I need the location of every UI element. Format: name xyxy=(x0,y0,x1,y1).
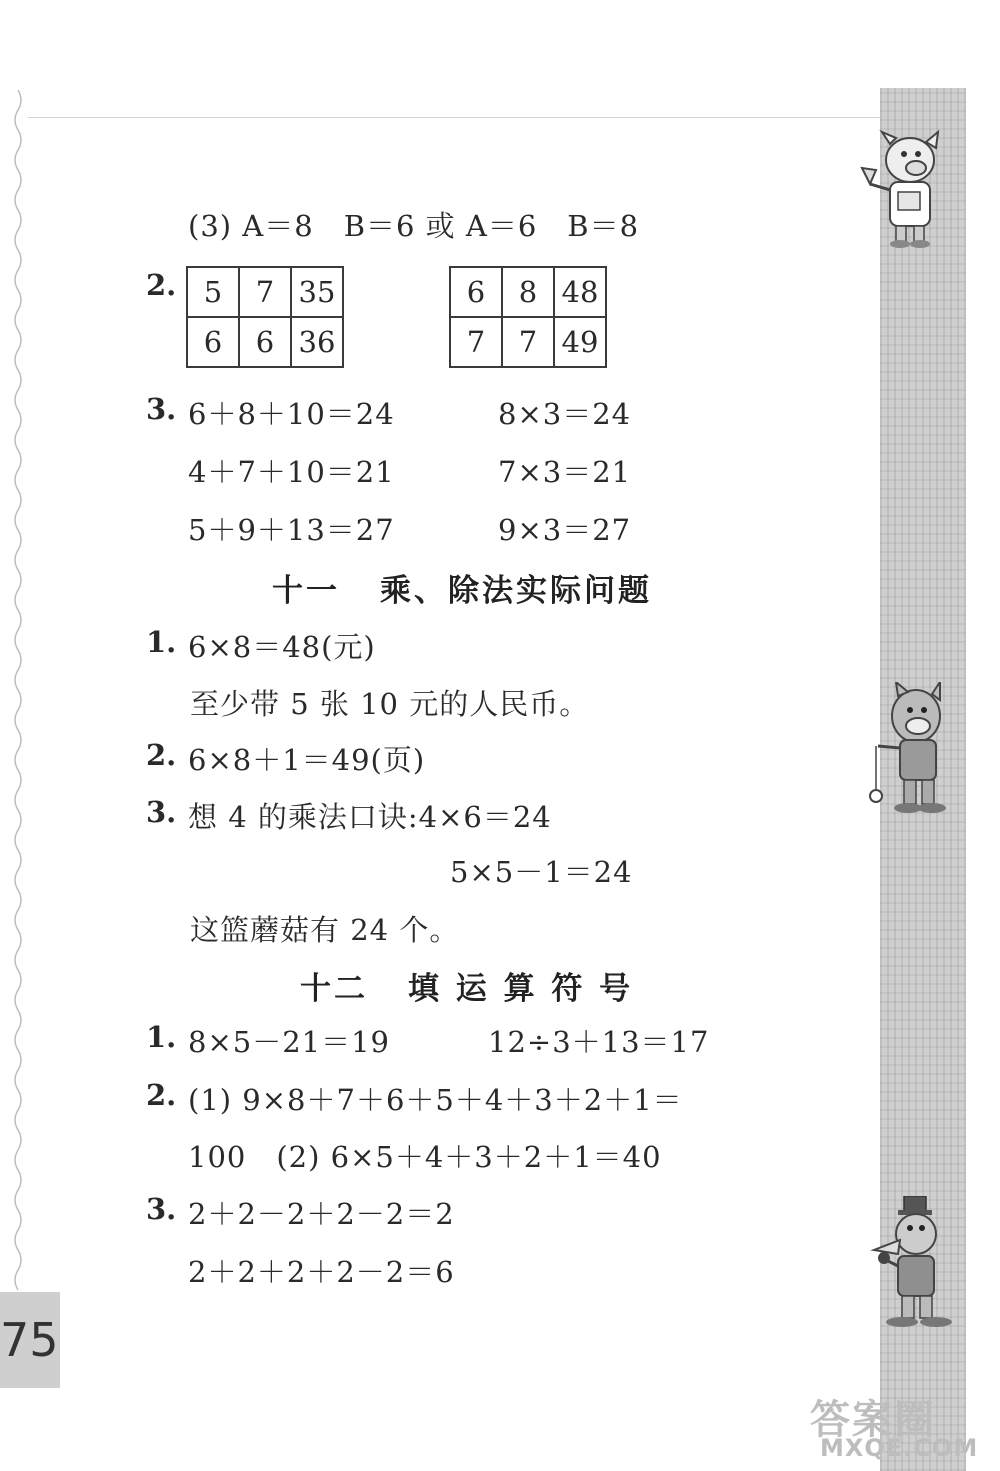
answer-grid-right xyxy=(449,266,607,368)
question-number-3: 3. xyxy=(146,392,177,426)
equation: (1) 9×8＋7＋6＋5＋4＋3＋2＋1＝ xyxy=(188,1083,683,1117)
grid-cell: 6 xyxy=(239,317,291,367)
equation: 5＋9＋13＝27 xyxy=(188,513,395,547)
grid-cell: 35 xyxy=(291,267,343,317)
answer-line-3: (3) A＝8 B＝6 或 A＝6 B＝8 xyxy=(188,209,640,243)
section-title: 填 运 算 符 号 xyxy=(408,971,634,1007)
equation: 2＋2＋2＋2－2＝6 xyxy=(188,1255,455,1289)
question-number-1: 1. xyxy=(146,1020,177,1054)
question-number-1: 1. xyxy=(146,625,177,659)
grid-cell: 6 xyxy=(450,267,502,317)
equation: 2＋2－2＋2－2＝2 xyxy=(188,1197,455,1231)
section-title: 乘、除法实际问题 xyxy=(380,573,652,609)
question-number-3: 3. xyxy=(146,795,177,829)
equation: 8×3＝24 xyxy=(498,397,632,431)
answer-text: 想 4 的乘法口诀:4×6＝24 xyxy=(188,800,552,834)
fox-mascot-icon xyxy=(860,1196,956,1336)
watermark-url: MXQE.COM xyxy=(820,1434,979,1462)
equation: 4＋7＋10＝21 xyxy=(188,455,395,489)
grid-cell: 8 xyxy=(502,267,554,317)
grid-cell: 7 xyxy=(502,317,554,367)
grid-cell: 7 xyxy=(239,267,291,317)
page-number: 75 xyxy=(0,1292,60,1388)
grid-cell: 49 xyxy=(554,317,606,367)
equation: 6×8＝48(元) xyxy=(188,630,376,664)
answer-text: 至少带 5 张 10 元的人民币。 xyxy=(190,687,590,721)
equation: 6×8＋1＝49(页) xyxy=(188,743,426,777)
equation: 8×5－21＝19 xyxy=(188,1025,391,1059)
grid-cell: 7 xyxy=(450,317,502,367)
question-number-3: 3. xyxy=(146,1192,177,1226)
question-number-2: 2. xyxy=(146,1078,177,1112)
wavy-border xyxy=(8,90,28,1290)
section-number: 十二 xyxy=(300,971,368,1007)
grid-cell: 36 xyxy=(291,317,343,367)
question-number-2: 2. xyxy=(146,738,177,772)
answer-grid-left xyxy=(186,266,344,368)
grid-cell: 48 xyxy=(554,267,606,317)
watermark xyxy=(810,1388,1000,1468)
equation: 5×5－1＝24 xyxy=(450,855,633,889)
section-heading-11 xyxy=(272,565,652,610)
grid-cell: 5 xyxy=(187,267,239,317)
pig-mascot-icon xyxy=(852,128,948,252)
grid-cell: 6 xyxy=(187,317,239,367)
answer-text: 这篮蘑菇有 24 个。 xyxy=(190,913,460,947)
watermark-text: 答案圈 xyxy=(810,1397,936,1443)
equation: 12÷3＋13＝17 xyxy=(488,1025,710,1059)
top-rule xyxy=(28,117,880,118)
question-number-2: 2. xyxy=(146,268,177,302)
section-number: 十一 xyxy=(272,573,340,609)
equation: 6＋8＋10＝24 xyxy=(188,397,395,431)
equation: 7×3＝21 xyxy=(498,455,632,489)
section-heading-12 xyxy=(300,963,633,1008)
equation: 9×3＝27 xyxy=(498,513,632,547)
wolf-mascot-icon xyxy=(862,682,954,822)
equation: 100 (2) 6×5＋4＋3＋2＋1＝40 xyxy=(188,1140,662,1174)
